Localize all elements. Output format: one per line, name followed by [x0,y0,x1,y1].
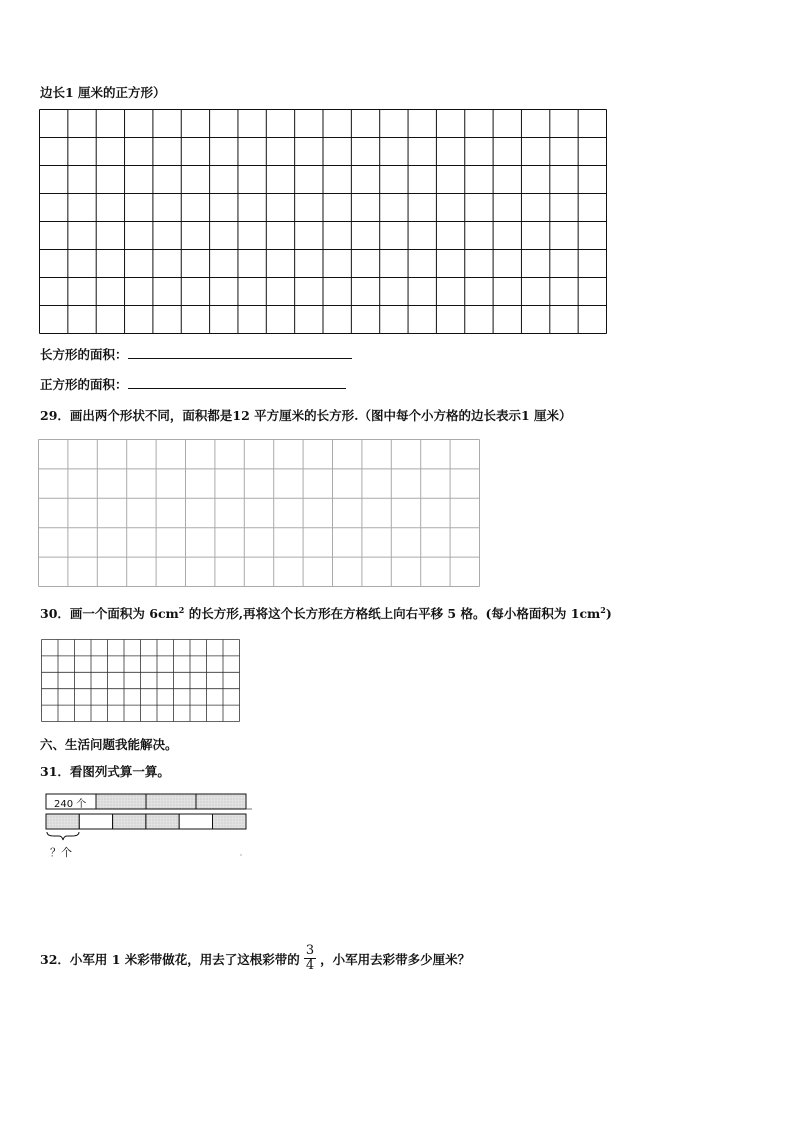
q30-text-end: ) [605,606,612,621]
q31-top-seg-4 [196,794,246,809]
q30-text [40,604,612,622]
q32-fraction-numerator: 3 [305,943,315,958]
square-area-row [40,375,346,393]
square-area-label: 正方形的面积： [40,377,128,392]
q32-text-pre: 32．小军用 1 米彩带做花，用去了这根彩带的 [40,951,300,967]
q30-text-mid: 的长方形,再将这个长方形在方格纸上向右平移 5 格。(每小格面积为 1cm [184,606,601,621]
q31-bot-seg-1 [46,814,79,829]
q31-bar-diagram [44,792,254,862]
rect-area-row [40,345,352,363]
rect-area-label: 长方形的面积： [40,347,128,362]
q30-sup-2: 2 [600,604,606,615]
q31-top-seg-2 [96,794,146,809]
q31-bottom-bar [46,814,246,829]
q30-sup-1: 2 [178,604,185,615]
q29-grid[interactable] [38,439,480,587]
q31-brace [47,832,79,840]
q32-text [40,944,470,973]
q32-fraction-denominator: 4 [305,958,315,973]
q31-bot-seg-5 [179,814,212,829]
q28-title-fragment: 边长1 厘米的正方形） [40,85,166,100]
q31-speck [240,854,242,856]
q30-text-pre: 30．画一个面积为 6cm [40,606,179,621]
q31-text: 31．看图列式算一算。 [40,764,170,779]
q29-text: 29．画出两个形状不同，面积都是12 平方厘米的长方形.（图中每个小方格的边长表示1 厘米） [40,408,572,423]
square-area-answer-line[interactable] [128,377,346,389]
q32-fraction [304,944,316,973]
q32-text-post: ，小军用去彩带多少厘米？ [320,951,471,967]
rect-area-answer-line[interactable] [128,347,352,359]
q31-bottom-label: ？个 [50,846,72,859]
q31-top-label: 240 个 [54,799,87,810]
q31-bot-seg-3 [113,814,146,829]
q31-top-seg-3 [146,794,196,809]
q28-square-grid[interactable] [39,109,607,334]
q31-bot-seg-2 [79,814,112,829]
q31-bot-seg-6 [213,814,247,829]
q31-bot-seg-4 [146,814,179,829]
q30-grid[interactable] [41,639,240,722]
section6-heading: 六、生活问题我能解决。 [40,737,178,752]
